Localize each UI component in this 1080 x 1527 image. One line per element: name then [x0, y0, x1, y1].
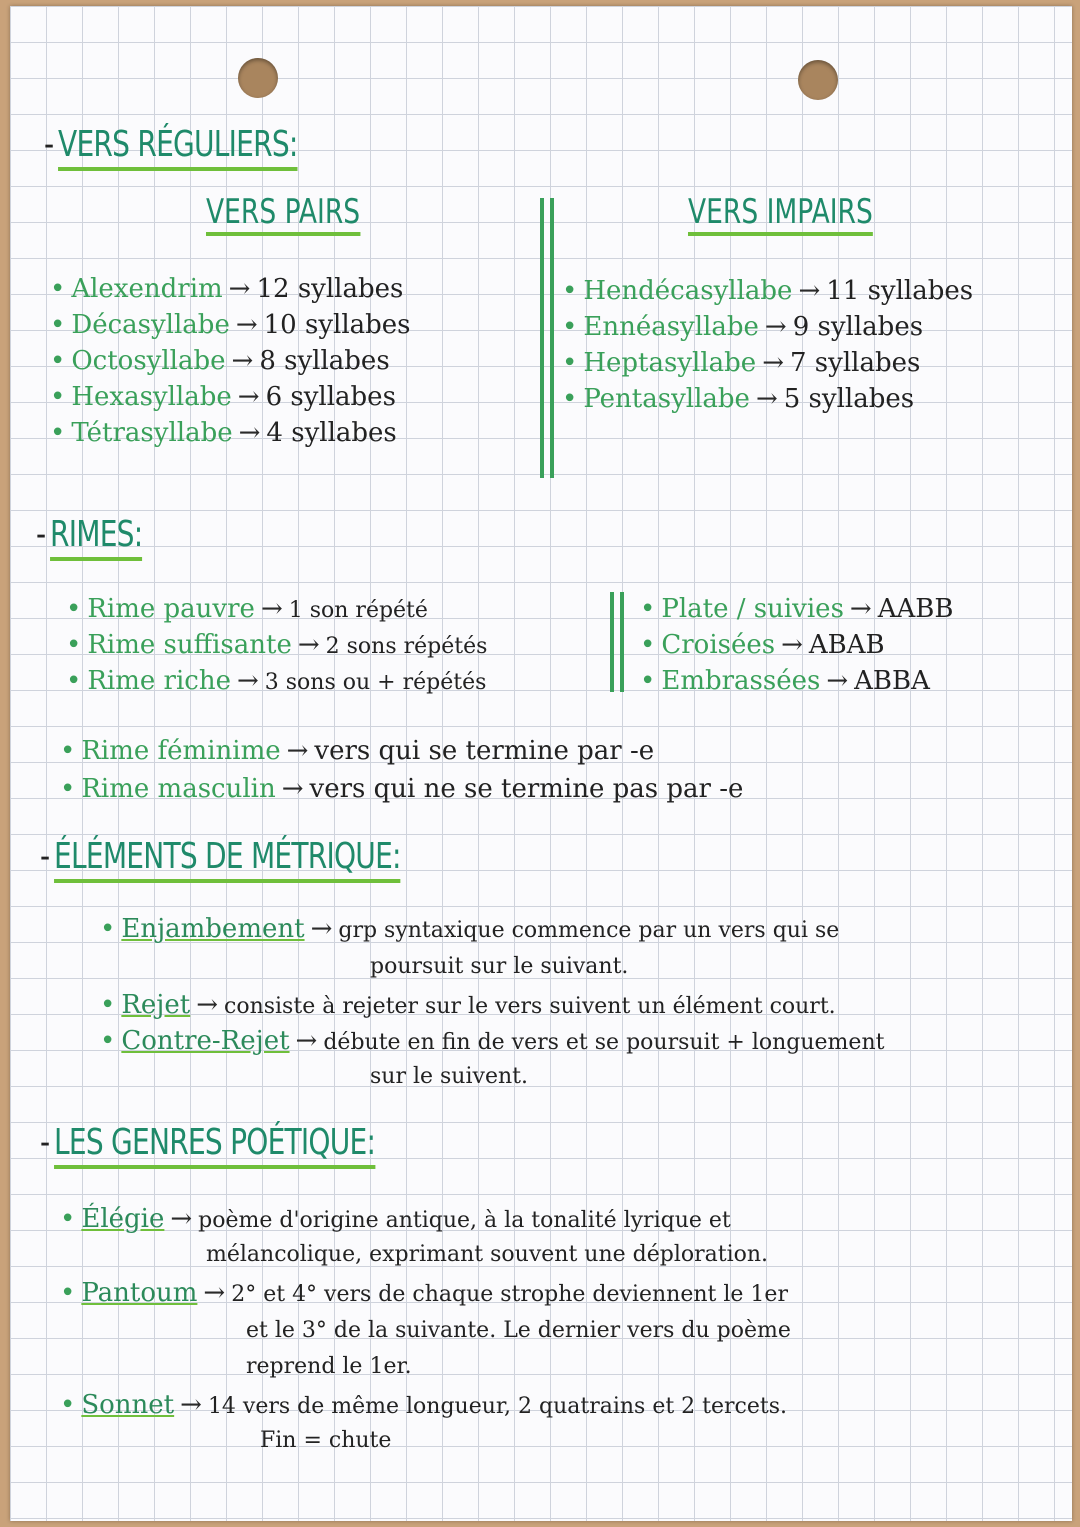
bullet: • — [100, 1026, 116, 1056]
term: Rime masculin — [81, 774, 276, 804]
definition: ABBA — [854, 666, 930, 696]
bullet: • — [50, 310, 66, 340]
definition: 14 vers de même longueur, 2 quatrains et 2 tercets. — [207, 1394, 788, 1419]
definition: 1 son répété — [288, 598, 428, 623]
arrow-icon: → — [762, 348, 784, 378]
arrow-icon: → — [237, 382, 260, 412]
definition-continued: mélancolique, exprimant souvent une déploration. — [206, 1242, 769, 1267]
column-divider-2 — [620, 592, 624, 692]
term: Rime suffisante — [87, 630, 292, 660]
arrow-icon: → — [203, 1278, 226, 1308]
definition-continued: sur le suivent. — [370, 1064, 528, 1089]
heading-text: LES GENRES POÉTIQUE: — [54, 1122, 375, 1169]
list-item — [640, 630, 885, 660]
bullet: • — [60, 1278, 76, 1308]
arrow-icon: → — [764, 312, 787, 342]
term: Octosyllabe — [71, 346, 226, 376]
heading-dash: - — [44, 124, 54, 165]
heading-dash: - — [36, 514, 46, 555]
list-item — [60, 736, 654, 766]
definition: 6 syllabes — [265, 382, 396, 412]
bullet: • — [640, 630, 656, 660]
term: Décasyllabe — [71, 310, 230, 340]
list-item — [60, 1204, 731, 1234]
column-divider — [610, 592, 614, 692]
definition: 10 syllabes — [263, 310, 411, 340]
term: Embrassées — [661, 666, 821, 696]
heading-elements-de-metrique — [40, 836, 401, 877]
list-item — [66, 630, 487, 660]
bullet: • — [66, 594, 82, 624]
arrow-icon: → — [180, 1390, 202, 1420]
list-item — [562, 276, 973, 306]
list-item — [50, 274, 403, 304]
term: Ennéasyllabe — [583, 312, 759, 342]
list-item — [640, 666, 930, 696]
list-item — [50, 346, 390, 376]
definition: 11 syllabes — [826, 276, 974, 306]
notebook-page — [10, 6, 1072, 1521]
list-item — [66, 666, 486, 696]
definition: 7 syllabes — [790, 348, 921, 378]
definition-continued: poursuit sur le suivant. — [370, 954, 629, 979]
bullet: • — [640, 594, 656, 624]
bullet: • — [100, 990, 116, 1020]
arrow-icon: → — [781, 630, 803, 660]
term: Hendécasyllabe — [583, 276, 793, 306]
list-item — [100, 914, 839, 944]
heading-dash: - — [40, 1122, 50, 1163]
arrow-icon: → — [798, 276, 821, 306]
definition: consiste à rejeter sur le vers suivent un élément court. — [224, 994, 836, 1019]
list-item — [50, 418, 397, 448]
arrow-icon: → — [196, 990, 218, 1020]
bullet: • — [562, 312, 578, 342]
list-item — [50, 310, 411, 340]
bullet: • — [562, 276, 578, 306]
heading-text: RIMES: — [50, 514, 142, 561]
term: Rime riche — [87, 666, 231, 696]
column-divider-2 — [550, 198, 554, 478]
term: Rejet — [121, 990, 191, 1020]
bullet: • — [50, 382, 66, 412]
definition: 12 syllabes — [256, 274, 404, 304]
heading-vers-reguliers — [44, 124, 298, 165]
list-item — [640, 594, 953, 624]
definition: débute en fin de vers et se poursuit + longuement — [323, 1030, 885, 1055]
bullet: • — [60, 1204, 76, 1234]
list-item — [100, 990, 836, 1020]
binder-hole-left — [238, 58, 278, 98]
list-item — [60, 774, 743, 804]
definition: grp syntaxique commence par un vers qui se — [338, 918, 840, 943]
heading-dash: - — [40, 836, 50, 877]
term: Hexasyllabe — [71, 382, 232, 412]
arrow-icon: → — [260, 594, 283, 624]
bullet: • — [640, 666, 656, 696]
arrow-icon: → — [235, 310, 258, 340]
binder-hole-right — [798, 60, 838, 100]
arrow-icon: → — [170, 1204, 193, 1234]
arrow-icon: → — [295, 1026, 318, 1056]
term: Pantoum — [81, 1278, 198, 1308]
arrow-icon: → — [310, 914, 333, 944]
bullet: • — [50, 418, 66, 448]
term: Heptasyllabe — [583, 348, 757, 378]
definition: 2 sons répétés — [325, 634, 488, 659]
heading-genres-poetique — [40, 1122, 375, 1163]
list-item — [562, 384, 914, 414]
arrow-icon: → — [281, 774, 304, 804]
term: Pentasyllabe — [583, 384, 750, 414]
definition: poème d'origine antique, à la tonalité lyrique et — [198, 1208, 731, 1233]
bullet: • — [66, 666, 82, 696]
arrow-icon: → — [228, 274, 251, 304]
definition: 5 syllabes — [783, 384, 915, 414]
definition: 4 syllabes — [266, 418, 397, 448]
bullet: • — [60, 736, 76, 766]
definition: vers qui ne se termine pas par -e — [309, 774, 744, 804]
subheading-vers-impairs: VERS IMPAIRS — [688, 192, 873, 236]
heading-text: VERS RÉGULIERS: — [58, 124, 298, 171]
arrow-icon: → — [231, 346, 254, 376]
term: Rime pauvre — [87, 594, 255, 624]
term: Élégie — [81, 1204, 165, 1234]
list-item — [562, 348, 920, 378]
term: Alexendrim — [71, 274, 223, 304]
list-item — [100, 1026, 884, 1056]
definition: vers qui se termine par -e — [314, 736, 655, 766]
arrow-icon: → — [238, 418, 261, 448]
definition-continued: et le 3° de la suivante. Le dernier vers du poème — [246, 1318, 791, 1343]
definition: ABAB — [808, 630, 885, 660]
arrow-icon: → — [297, 630, 320, 660]
term: Tétrasyllabe — [71, 418, 233, 448]
bullet: • — [100, 914, 116, 944]
definition: 3 sons ou + répétés — [264, 670, 487, 695]
bullet: • — [60, 1390, 76, 1420]
definition-continued: reprend le 1er. — [246, 1354, 412, 1379]
definition: AABB — [877, 594, 954, 624]
term: Contre-Rejet — [121, 1026, 290, 1056]
bullet: • — [562, 384, 578, 414]
term: Croisées — [661, 630, 776, 660]
definition: 8 syllabes — [259, 346, 390, 376]
term: Sonnet — [81, 1390, 175, 1420]
list-item — [50, 382, 396, 412]
term: Plate / suivies — [661, 594, 844, 624]
bullet: • — [60, 774, 76, 804]
heading-rimes — [36, 514, 142, 555]
bullet: • — [50, 346, 66, 376]
list-item — [66, 594, 428, 624]
arrow-icon: → — [849, 594, 872, 624]
definition-continued: Fin = chute — [260, 1428, 392, 1453]
bullet: • — [562, 348, 578, 378]
list-item — [562, 312, 923, 342]
bullet: • — [50, 274, 66, 304]
term: Rime féminime — [81, 736, 281, 766]
bullet: • — [66, 630, 82, 660]
list-item — [60, 1390, 787, 1420]
heading-text: ÉLÉMENTS DE MÉTRIQUE: — [54, 836, 401, 883]
subheading-vers-pairs: VERS PAIRS — [206, 192, 360, 236]
arrow-icon: → — [236, 666, 259, 696]
list-item — [60, 1278, 788, 1308]
arrow-icon: → — [286, 736, 309, 766]
arrow-icon: → — [755, 384, 778, 414]
arrow-icon: → — [826, 666, 849, 696]
column-divider — [540, 198, 544, 478]
term: Enjambement — [121, 914, 305, 944]
definition: 9 syllabes — [792, 312, 924, 342]
definition: 2° et 4° vers de chaque strophe deviennent le 1er — [231, 1282, 788, 1307]
